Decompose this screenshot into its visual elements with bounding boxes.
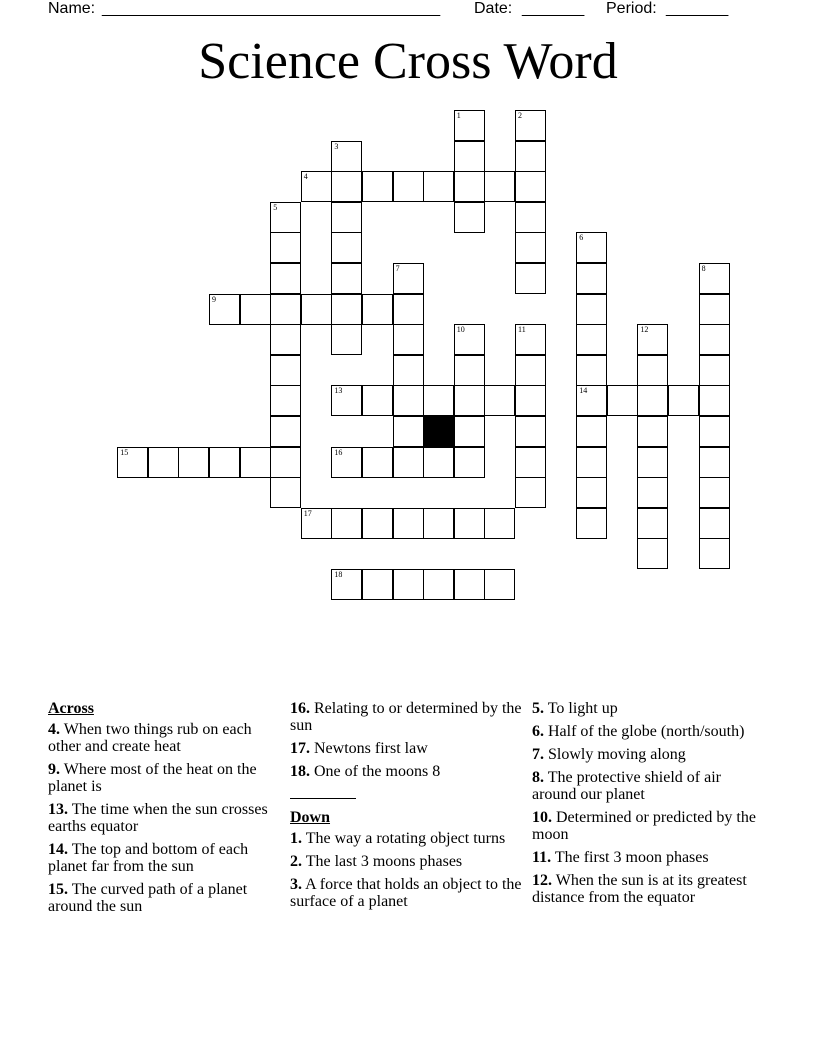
grid-cell[interactable] — [454, 171, 485, 202]
grid-cell[interactable] — [423, 385, 454, 416]
clue-down-10: 10. Determined or predicted by the moon — [532, 809, 756, 843]
cell-number: 13 — [334, 386, 343, 396]
grid-cell[interactable] — [637, 416, 668, 447]
clue-down-5: 5. To light up — [532, 700, 618, 717]
clue-across-18: 18. One of the moons 8 — [290, 763, 441, 780]
grid-cell[interactable] — [515, 355, 546, 386]
date-blank[interactable]: _______ — [522, 0, 585, 17]
clue-across-16: 16. Relating to or determined by the sun — [290, 700, 522, 734]
grid-cell[interactable] — [270, 416, 301, 447]
down-clues-column-3 — [532, 700, 768, 912]
grid-cell[interactable] — [270, 263, 301, 294]
cell-number: 8 — [701, 264, 706, 273]
grid-cell[interactable] — [515, 416, 546, 447]
grid-cell[interactable] — [637, 477, 668, 508]
clue-across-14: 14. The top and bottom of each planet far from the sun — [48, 841, 249, 875]
grid-cell[interactable] — [668, 385, 699, 416]
grid-cell[interactable] — [699, 324, 730, 355]
grid-cell[interactable] — [484, 171, 515, 202]
grid-cell[interactable] — [454, 416, 485, 447]
grid-cell[interactable] — [515, 447, 546, 478]
cell-number: 12 — [640, 325, 649, 335]
grid-cell[interactable] — [699, 416, 730, 447]
cell-number: 10 — [456, 325, 465, 335]
grid-cell[interactable] — [331, 232, 362, 263]
clue-down-6: 6. Half of the globe (north/south) — [532, 723, 745, 740]
grid-cell[interactable] — [331, 508, 362, 539]
grid-cell[interactable] — [148, 447, 179, 478]
grid-cell[interactable] — [454, 569, 485, 600]
date-label: Date: — [474, 0, 513, 17]
page-title: Science Cross Word — [198, 33, 618, 90]
cell-number: 6 — [579, 233, 584, 243]
across-clues-column-1 — [48, 700, 284, 921]
grid-cell[interactable] — [454, 447, 485, 478]
grid-cell[interactable] — [454, 110, 485, 141]
grid-cell[interactable] — [331, 171, 362, 202]
clue-across-9: 9. Where most of the heat on the planet is — [48, 761, 257, 795]
grid-cell[interactable] — [576, 477, 607, 508]
grid-cell[interactable] — [178, 447, 209, 478]
grid-cell[interactable] — [209, 447, 240, 478]
grid-cell[interactable] — [331, 385, 362, 416]
grid-cell[interactable] — [576, 263, 607, 294]
grid-cell[interactable] — [576, 294, 607, 325]
clue-across-4: 4. When two things rub on each other and create heat — [48, 721, 252, 755]
grid-cell[interactable] — [393, 508, 424, 539]
cell-number: 3 — [334, 141, 339, 151]
cell-number: 15 — [120, 447, 129, 457]
grid-cell[interactable] — [362, 385, 393, 416]
grid-cell[interactable] — [454, 141, 485, 172]
clue-down-11: 11. The first 3 moon phases — [532, 849, 709, 866]
grid-cell[interactable] — [393, 263, 424, 294]
grid-cell[interactable] — [393, 385, 424, 416]
name-blank[interactable]: ______________________________________ — [102, 0, 441, 17]
grid-cell[interactable] — [209, 294, 240, 325]
grid-cell[interactable] — [301, 294, 332, 325]
grid-cell[interactable] — [515, 232, 546, 263]
cell-number: 5 — [273, 202, 278, 212]
grid-cell[interactable] — [393, 171, 424, 202]
grid-cell[interactable] — [331, 447, 362, 478]
cell-number: 18 — [334, 570, 343, 579]
grid-cell[interactable] — [699, 294, 730, 325]
grid-cell[interactable] — [607, 385, 638, 416]
grid-cell[interactable] — [270, 477, 301, 508]
grid-cell[interactable] — [423, 569, 454, 600]
grid-cell[interactable] — [331, 294, 362, 325]
grid-cell[interactable] — [515, 110, 546, 141]
grid-cell[interactable] — [576, 232, 607, 263]
cell-number: 2 — [518, 111, 522, 120]
grid-cell[interactable] — [240, 447, 271, 478]
grid-cell[interactable] — [331, 202, 362, 233]
cell-number: 11 — [518, 325, 526, 335]
grid-cell[interactable] — [393, 447, 424, 478]
clue-down-8: 8. The protective shield of air around our planet — [532, 769, 721, 803]
grid-cell[interactable] — [515, 171, 546, 202]
grid-cell[interactable] — [699, 508, 730, 539]
grid-cell[interactable] — [301, 171, 332, 202]
grid-cell[interactable] — [515, 202, 546, 233]
grid-cell[interactable] — [699, 385, 730, 416]
grid-cell[interactable] — [393, 355, 424, 386]
grid-cell[interactable] — [331, 569, 362, 600]
grid-cell[interactable] — [484, 508, 515, 539]
grid-cell[interactable] — [362, 171, 393, 202]
grid-cell[interactable] — [362, 447, 393, 478]
grid-cell[interactable] — [270, 202, 301, 233]
grid-cell[interactable] — [393, 324, 424, 355]
divider — [290, 786, 356, 799]
period-label: Period: — [606, 0, 657, 17]
grid-cell[interactable] — [331, 263, 362, 294]
grid-cell[interactable] — [637, 447, 668, 478]
grid-cell[interactable] — [393, 416, 424, 447]
grid-cell[interactable] — [454, 385, 485, 416]
grid-cell[interactable] — [362, 294, 393, 325]
grid-cell[interactable] — [699, 447, 730, 478]
cell-number: 14 — [579, 386, 588, 396]
grid-cell[interactable] — [576, 324, 607, 355]
clue-across-15: 15. The curved path of a planet around the sun — [48, 881, 248, 915]
grid-cell[interactable] — [270, 355, 301, 386]
cell-number: 16 — [334, 447, 343, 457]
clue-across-17: 17. Newtons first law — [290, 740, 428, 757]
grid-cell[interactable] — [270, 385, 301, 416]
across-heading: Across — [48, 700, 94, 717]
grid-cell[interactable] — [270, 324, 301, 355]
clues-column-2 — [290, 700, 526, 916]
grid-cell[interactable] — [515, 141, 546, 172]
grid-cell[interactable] — [301, 508, 332, 539]
header-fields — [48, 0, 768, 20]
grid-cell[interactable] — [423, 447, 454, 478]
cell-number: 1 — [456, 111, 461, 120]
grid-cell[interactable] — [240, 294, 271, 325]
cell-number: 17 — [303, 508, 312, 518]
grid-cell[interactable] — [699, 355, 730, 386]
grid-cell[interactable] — [423, 508, 454, 539]
grid-cell[interactable] — [270, 294, 301, 325]
grid-cell[interactable] — [637, 324, 668, 355]
clue-down-7: 7. Slowly moving along — [532, 746, 686, 763]
grid-cell[interactable] — [637, 508, 668, 539]
grid-cell[interactable] — [454, 202, 485, 233]
grid-cell[interactable] — [637, 385, 668, 416]
grid-cell[interactable] — [637, 538, 668, 569]
grid-cell[interactable] — [454, 508, 485, 539]
cell-number: 4 — [303, 172, 308, 182]
grid-cell[interactable] — [576, 447, 607, 478]
grid-cell[interactable] — [270, 447, 301, 478]
grid-cell[interactable] — [576, 355, 607, 386]
cell-number: 9 — [212, 294, 216, 304]
grid-cell[interactable] — [699, 263, 730, 294]
grid-cell[interactable] — [515, 324, 546, 355]
clue-down-1: 1. The way a rotating object turns — [290, 830, 506, 847]
grid-cell[interactable] — [576, 508, 607, 539]
grid-cell[interactable] — [331, 324, 362, 355]
grid-cell[interactable] — [423, 171, 454, 202]
grid-cell[interactable] — [331, 141, 362, 172]
grid-cell[interactable] — [515, 263, 546, 294]
grid-cell[interactable] — [454, 355, 485, 386]
clue-down-3: 3. A force that holds an object to the surface of a planet — [290, 876, 522, 910]
grid-cell[interactable] — [362, 569, 393, 600]
cell-number: 7 — [395, 264, 400, 273]
period-blank[interactable]: _______ — [666, 0, 729, 17]
grid-cell[interactable] — [576, 416, 607, 447]
grid-cell[interactable] — [699, 477, 730, 508]
grid-cell[interactable] — [637, 355, 668, 386]
grid-cell[interactable] — [576, 385, 607, 416]
down-heading: Down — [290, 809, 331, 826]
grid-cell[interactable] — [270, 232, 301, 263]
grid-cell[interactable] — [362, 508, 393, 539]
grid-cell[interactable] — [117, 447, 148, 478]
clue-down-2: 2. The last 3 moons phases — [290, 853, 463, 870]
grid-cell[interactable] — [515, 477, 546, 508]
grid-cell[interactable] — [393, 294, 424, 325]
clue-across-13: 13. The time when the sun crosses earths equator — [48, 801, 268, 835]
grid-cell[interactable] — [393, 569, 424, 600]
grid-cell[interactable] — [454, 324, 485, 355]
black-cell — [423, 416, 454, 447]
name-label: Name: — [48, 0, 96, 17]
grid-cell[interactable] — [484, 385, 515, 416]
grid-cell[interactable] — [699, 538, 730, 569]
grid-cell[interactable] — [515, 385, 546, 416]
clue-down-12: 12. When the sun is at its greatest distance from the equator — [532, 872, 747, 906]
grid-cell[interactable] — [484, 569, 515, 600]
